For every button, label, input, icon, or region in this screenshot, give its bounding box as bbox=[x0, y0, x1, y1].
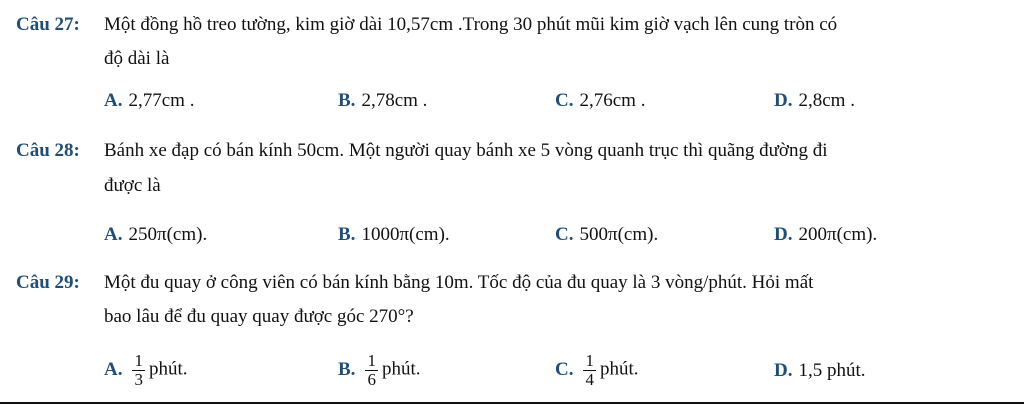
option-b: B. 1000π(cm). bbox=[338, 224, 450, 245]
option-c: C. $\frac{1}{4}$ phút. bbox=[555, 351, 639, 389]
fraction: $\frac{1}{6}$ bbox=[367, 351, 376, 389]
option-b: B. $\frac{1}{6}$ phút. bbox=[338, 351, 421, 389]
option-b: B. 2,78cm . bbox=[338, 90, 428, 111]
bottom-divider bbox=[0, 402, 1024, 404]
question-text-line1: Một đu quay ở công viên có bán kính bằng 10m. Tốc độ của đu quay là 3 vòng/phút. Hỏi mất bbox=[104, 272, 814, 293]
question-text-line1: Một đồng hồ treo tường, kim giờ dài 10,57cm .Trong 30 phút mũi kim giờ vạch lên cung tròn có bbox=[104, 14, 838, 35]
option-d: D. 1,5 phút. bbox=[774, 360, 866, 381]
fraction: $\frac{1}{4}$ bbox=[585, 351, 594, 389]
option-c: C. 500π(cm). bbox=[555, 224, 659, 245]
option-a: A. $\frac{1}{3}$ phút. bbox=[104, 351, 188, 389]
question-text-line1: Bánh xe đạp có bán kính 50cm. Một người quay bánh xe 5 vòng quanh trục thì quãng đường đi bbox=[104, 140, 828, 161]
question-text-line2: bao lâu để đu quay quay được góc 270°? bbox=[104, 306, 414, 327]
question-text-line2: độ dài là bbox=[104, 48, 170, 69]
option-a: A. 2,77cm . bbox=[104, 90, 195, 111]
question-label: Câu 28: bbox=[16, 140, 80, 161]
option-a: A. 250π(cm). bbox=[104, 224, 208, 245]
question-text-line2: được là bbox=[104, 175, 161, 196]
option-c: C. 2,76cm . bbox=[555, 90, 646, 111]
option-d: D. 2,8cm . bbox=[774, 90, 855, 111]
question-label: Câu 29: bbox=[16, 272, 80, 293]
fraction: $\frac{1}{3}$ bbox=[134, 351, 143, 389]
question-label: Câu 27: bbox=[16, 14, 80, 35]
option-d: D. 200π(cm). bbox=[774, 224, 878, 245]
